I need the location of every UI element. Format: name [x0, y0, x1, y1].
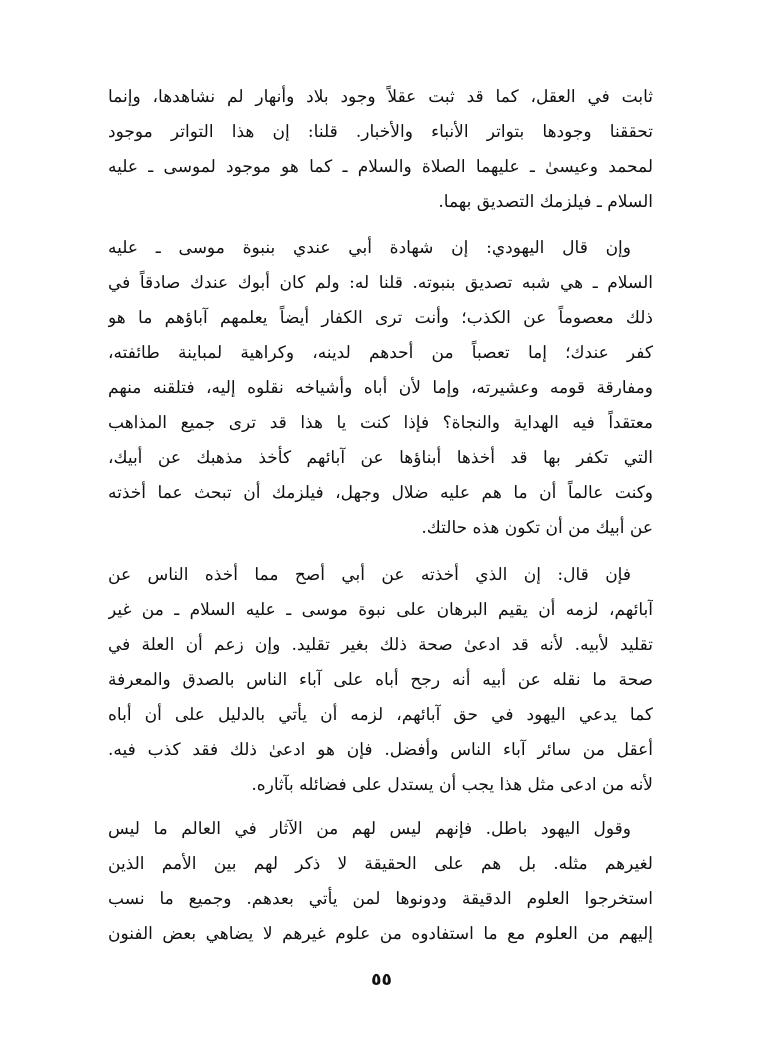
text-line: ثابت في العقل، كما قد ثبت عقلاً وجود بلاد وأنهار لم نشاهدها، وإنما	[108, 87, 653, 107]
text-line: وكنت عالماً أن ما هم عليه ضلال وجهل، فيلزمك أن تبحث عما أخذته	[108, 483, 653, 503]
text-line: السلام ـ فيلزمك التصديق بهما.	[438, 192, 653, 212]
text-line: أعقل من سائر آباء الناس وأفضل. فإن هو ادعىٰ ذلك فقد كذب فيه.	[108, 740, 653, 760]
text-line: صحة ما نقله عن أبيه أنه رجح أباه على آباء الناس بالصدق والمعرفة	[108, 670, 653, 690]
text-line: وإن قال اليهودي: إن شهادة أبي عندي بنبوة موسى ـ عليه	[108, 238, 631, 258]
text-line: إليهم من العلوم مع ما استفادوه من علوم غيرهم لا يضاهي بعض الفنون	[108, 924, 653, 944]
text-line: فإن قال: إن الذي أخذته عن أبي أصح مما أخذه الناس عن	[108, 565, 631, 585]
text-line: استخرجوا العلوم الدقيقة ودونوها لمن يأتي بعدهم. وجميع ما نسب	[108, 889, 653, 909]
paragraph	[108, 558, 653, 803]
paragraph	[108, 231, 653, 546]
text-line: ذلك معصوماً عن الكذب؛ وأنت ترى الكفار أيضاً يعلمهم آباؤهم ما هو	[108, 308, 653, 328]
text-line: معتقداً فيه الهداية والنجاة؟ فإذا كنت يا هذا قد ترى جميع المذاهب	[108, 413, 653, 433]
text-line: لغيرهم مثله. بل هم على الحقيقة لا ذكر لهم بين الأمم الذين	[108, 854, 653, 874]
text-line: لأنه من ادعى مثل هذا يجب أن يستدل على فضائله بآثاره.	[251, 775, 653, 795]
text-line: السلام ـ هي شبه تصديق بنبوته. قلنا له: ولم كان أبوك عندك صادقاً في	[108, 273, 653, 293]
paragraph	[108, 812, 653, 952]
text-line: التي تكفر بها قد أخذها أبناؤها عن آبائهم كأخذ مذهبك عن أبيك،	[108, 448, 653, 468]
text-line: ومفارقة قومه وعشيرته، وإما لأن أباه وأشياخه نقلوه إليه، فتلقنه منهم	[108, 378, 653, 398]
text-line: عن أبيك من أن تكون هذه حالتك.	[421, 518, 653, 538]
text-line: وقول اليهود باطل. فإنهم ليس لهم من الآثار في العالم ما ليس	[108, 819, 631, 839]
text-line: تقليد لأبيه. لأنه قد ادعىٰ صحة ذلك بغير تقليد. وإن زعم أن العلة في	[108, 635, 653, 655]
text-line: كفر عندك؛ إما تعصباً من أحدهم لدينه، وكراهية لمباينة طائفته،	[108, 343, 653, 363]
text-line: كما يدعي اليهود في حق آبائهم، لزمه أن يأتي بالدليل على أن أباه	[108, 705, 653, 725]
paragraph	[108, 80, 653, 220]
text-line: لمحمد وعيسىٰ ـ عليهما الصلاة والسلام ـ كما هو موجود لموسى ـ عليه	[108, 157, 653, 177]
page-number: ٥٥	[371, 970, 392, 990]
text-line: تحققنا وجودها بتواتر الأنباء والأخبار. قلنا: إن هذا التواتر موجود	[108, 122, 653, 142]
text-line: آبائهم، لزمه أن يقيم البرهان على نبوة موسى ـ عليه السلام ـ من غير	[108, 600, 653, 620]
